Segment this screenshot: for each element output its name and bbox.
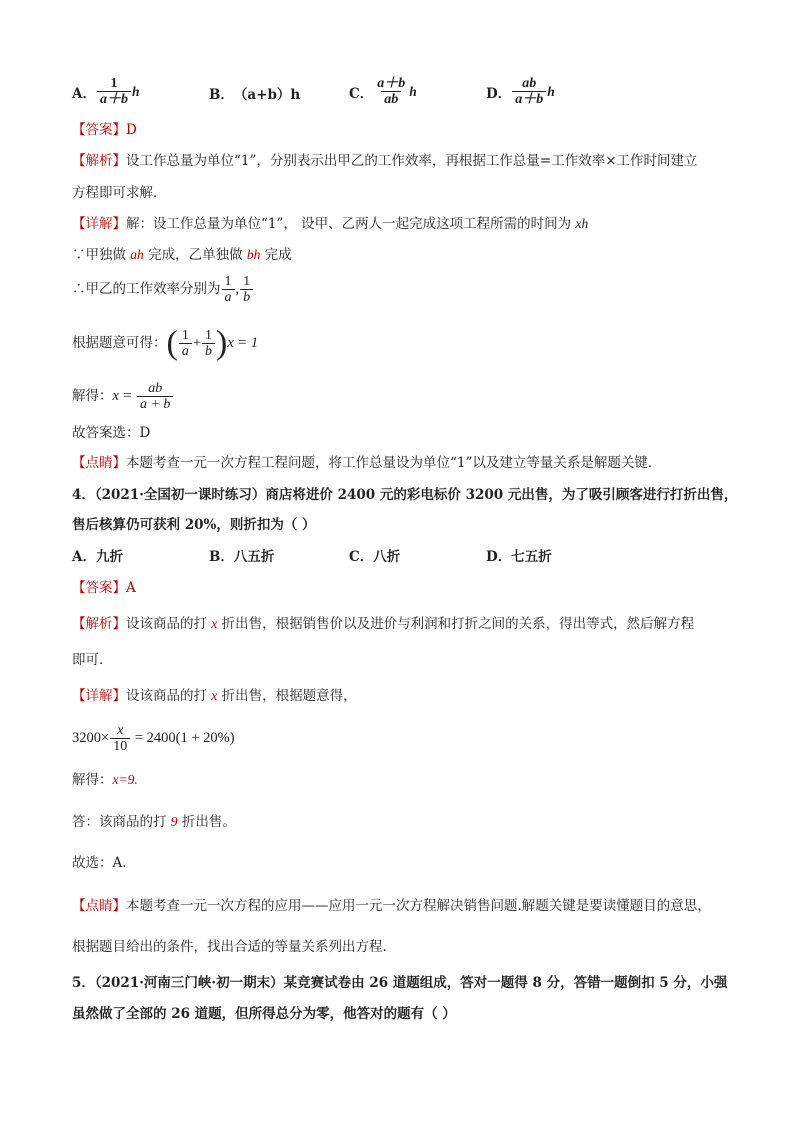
option-d-fraction: [512, 76, 546, 107]
eff-num-2: 1: [243, 274, 251, 289]
q4-option-d-text: D．七五折: [486, 549, 552, 565]
option-a-numerator: 1: [110, 76, 118, 91]
q4-choose-line: [72, 853, 127, 873]
option-c-tail: h: [409, 83, 417, 99]
option-d: [486, 76, 555, 107]
q4-solve-line: [72, 770, 138, 790]
comment-tag: 【点睛】: [72, 455, 126, 471]
solve-num: ab: [148, 381, 163, 396]
option-c-fraction: [374, 76, 408, 107]
q3-analysis-line-2: [72, 183, 167, 203]
option-d-denominator: a＋b: [512, 91, 546, 107]
solve-text: 解得：: [72, 388, 113, 404]
q5-stem-line-2: [72, 1004, 456, 1024]
eq-den-1: a: [179, 343, 192, 359]
analysis-tag: 【解析】: [72, 153, 126, 169]
option-a: [72, 76, 140, 107]
eq-plus: +: [192, 335, 202, 351]
solve-value: x=9.: [112, 772, 138, 787]
q4-stem-line-1: [72, 485, 737, 505]
right-paren: ): [216, 324, 228, 362]
analysis-text: 即可．: [72, 652, 113, 668]
detail-text: 解：设工作总量为单位“1”， 设甲、乙两人一起完成这项工程所需的时间为: [126, 216, 576, 232]
q5-stem-line-1: [72, 973, 727, 993]
eff-comma: ,: [235, 281, 240, 297]
eq-den: 10: [110, 738, 130, 754]
option-b-label: B．: [209, 87, 234, 103]
detail-text: 设该商品的打: [126, 688, 212, 704]
q4-stem-text: 4．（2021·全国初一课时练习）商店将进价 2400 元的彩电标价 3200 元出售，为了吸引顾客进行打折出售，: [72, 487, 738, 503]
option-d-numerator: ab: [522, 76, 537, 91]
eq-num-1: 1: [181, 328, 189, 343]
reply-text: 答：该商品的打: [72, 814, 171, 830]
analysis-text: 方程即可求解．: [72, 185, 167, 201]
q3-equation-line: [72, 323, 258, 363]
answer-tag: 【答案】: [72, 122, 126, 138]
option-a-label: A．: [72, 85, 96, 102]
detail-tag: 【详解】: [72, 216, 126, 232]
reply-text-2: 折出售。: [177, 814, 236, 830]
left-paren: (: [166, 324, 178, 362]
option-c-denominator: ab: [381, 91, 401, 107]
q4-option-c-text: C．八折: [349, 549, 401, 565]
since-text-2: 完成，乙单独做: [143, 247, 247, 263]
q3-choose-line: [72, 423, 150, 443]
q3-comment-line: [72, 453, 661, 473]
q3-therefore-line: [72, 272, 254, 306]
q4-detail-line: [72, 686, 357, 706]
option-c-label: C．: [349, 85, 374, 102]
detail-x: x: [211, 688, 218, 703]
analysis-tag: 【解析】: [72, 616, 126, 632]
option-b-text: （a+b）h: [233, 87, 301, 103]
eq-left: 3200×: [72, 730, 110, 746]
solve-text: 解得：: [72, 772, 113, 788]
option-a-denominator: a＋b: [97, 91, 131, 107]
comment-text: 本题考查一元一次方程工程问题，将工作总量设为单位“1”以及建立等量关系是解题关键．: [126, 455, 662, 471]
q4-answer: [72, 578, 136, 598]
choose-text: 故答案选：D: [72, 425, 151, 441]
since-text-3: 完成: [260, 247, 292, 263]
analysis-text: 设工作总量为单位“1”，分别表示出甲乙的工作效率，再根据工作总量=工作效率×工作时间建立: [126, 153, 698, 169]
answer-tag: 【答案】: [72, 580, 126, 596]
comment-text: 本题考查一元一次方程的应用——应用一元一次方程解决销售问题.解题关键是要读懂题目的意思，: [126, 898, 711, 914]
eq-fraction: [110, 723, 130, 754]
eff-den-2: b: [240, 289, 253, 305]
since-text: ∵甲独做: [72, 247, 131, 263]
eq-tail: x = 1: [227, 335, 259, 351]
therefore-text: ∴甲乙的工作效率分别为: [72, 281, 221, 297]
analysis-text: 设该商品的打: [126, 616, 212, 632]
q3-solve-line: [72, 378, 174, 414]
analysis-text-2: 折出售，根据销售价以及进价与利润和打折之间的关系，得出等式，然后解方程: [217, 616, 695, 632]
q4-stem-line-2: [72, 515, 316, 535]
detail-variable: xh: [575, 216, 589, 231]
eff-fraction-1: [222, 274, 235, 305]
eq-right: = 2400(1 + 20%): [131, 730, 235, 746]
option-a-tail: h: [131, 83, 140, 99]
q4-comment-line-1: [72, 896, 711, 916]
q3-answer: [72, 120, 137, 140]
analysis-x: x: [211, 616, 218, 631]
solve-x: x =: [112, 388, 136, 404]
eff-den-1: a: [222, 289, 235, 305]
eff-num-1: 1: [224, 274, 232, 289]
eq-fraction-1: [179, 328, 192, 359]
q4-option-a: [72, 547, 123, 567]
by-meaning-text: 根据题意可得：: [72, 335, 167, 351]
q5-stem-text: 5．（2021·河南三门峡·初一期末）某竞赛试卷由 26 道题组成，答对一题得 8 分，答错一题倒扣 5 分，小强: [72, 975, 728, 991]
q4-option-d: [486, 547, 552, 567]
q3-analysis-line-1: [72, 151, 698, 171]
q4-option-b-text: B．八五折: [209, 549, 275, 565]
solve-fraction: [137, 381, 173, 412]
solve-den: a + b: [137, 396, 173, 412]
comment-text: 根据题目给出的条件，找出合适的等量关系列出方程.: [72, 939, 387, 955]
since-bh: bh: [246, 247, 261, 262]
q4-reply-line: [72, 812, 236, 832]
q4-analysis-line-2: [72, 650, 113, 670]
eq-fraction-2: [202, 328, 215, 359]
option-b: [209, 83, 300, 103]
eq-num: x: [117, 723, 124, 739]
q4-option-b: [209, 547, 274, 567]
detail-tag: 【详解】: [72, 688, 126, 704]
option-a-fraction: [97, 76, 131, 107]
q4-option-c: [349, 547, 400, 567]
option-c: [349, 76, 417, 107]
q5-stem-text: 虽然做了全部的 26 道题，但所得总分为零，他答对的题有（ ）: [72, 1006, 456, 1022]
eq-den-2: b: [202, 343, 215, 359]
answer-value: D: [126, 122, 137, 138]
q4-option-a-text: A．九折: [72, 549, 123, 565]
option-c-numerator: a＋b: [377, 76, 406, 91]
q4-comment-line-2: [72, 937, 387, 957]
eff-fraction-2: [240, 274, 253, 305]
option-d-tail: h: [547, 83, 555, 99]
q4-stem-text: 售后核算仍可获利 20%，则折扣为（ ）: [72, 517, 316, 533]
since-ah: ah: [130, 247, 144, 262]
q3-since-line: [72, 245, 292, 265]
q4-analysis-line-1: [72, 614, 694, 634]
comment-tag: 【点睛】: [72, 898, 126, 914]
choose-text: 故选：A.: [72, 855, 127, 871]
reply-9: 9: [170, 814, 178, 829]
q4-equation-line: [72, 720, 235, 756]
option-d-label: D．: [486, 85, 512, 102]
answer-value: A: [126, 580, 136, 596]
detail-text-2: 折出售，根据题意得，: [217, 688, 357, 704]
q3-detail-line: [72, 214, 588, 234]
eq-num-2: 1: [205, 328, 213, 343]
